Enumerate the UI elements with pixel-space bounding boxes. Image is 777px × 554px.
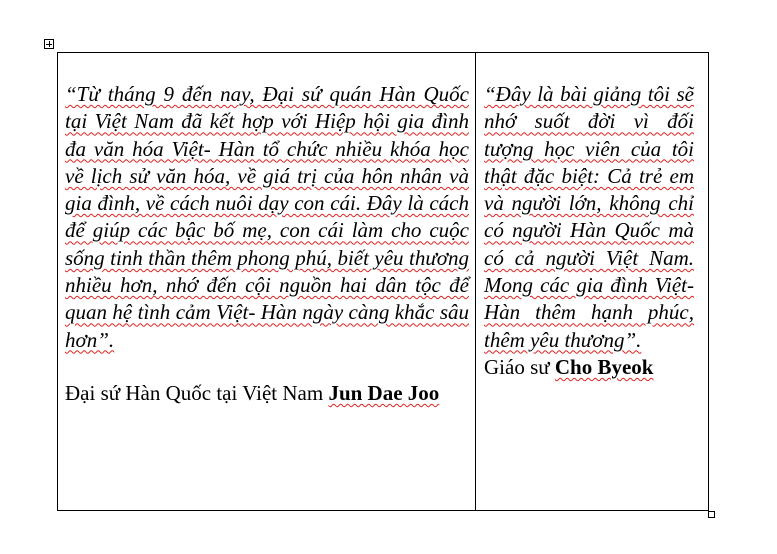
- professor-signature: [484, 354, 694, 381]
- table-cell-right[interactable]: [476, 53, 708, 510]
- table-cell-left[interactable]: [58, 53, 476, 510]
- table-resize-handle-icon[interactable]: [708, 511, 715, 518]
- document-table: [57, 52, 709, 511]
- professor-name: Cho Byeok: [554, 354, 654, 379]
- ambassador-title: Đại sứ Hàn Quốc tại Việt Nam: [65, 380, 329, 405]
- professor-quote: “Đây là bài giảng tôi sẽ nhớ suốt đời vì đối tượng học viên của tôi thật đặc biệt: Cả trẻ em và người lớn, không chỉ có người Hàn Quốc mà có cả người Việt Nam. Mong các gia đình Việt-Hàn thêm hạnh phúc, thêm yêu thương”.: [484, 82, 694, 352]
- table-move-handle-icon[interactable]: [44, 39, 54, 49]
- ambassador-signature: [65, 380, 469, 407]
- professor-title: Giáo sư: [484, 354, 555, 379]
- ambassador-quote: “Từ tháng 9 đến nay, Đại sứ quán Hàn Quốc tại Việt Nam đã kết hợp với Hiệp hội gia đình đa văn hóa Việt- Hàn tổ chức nhiều khóa học về lịch sử văn hóa, về giá trị của hôn nhân và gia đình, về cách nuôi dạy con cái. Đây là cách để giúp các bậc bố mẹ, con cái làm cho cuộc sống tinh thần thêm phong phú, biết yêu thương nhiều hơn, nhớ đến cội nguồn hai dân tộc để quan hệ tình cảm Việt- Hàn ngày càng khắc sâu hơn”.: [65, 82, 469, 352]
- ambassador-name: Jun Dae Joo: [328, 380, 440, 405]
